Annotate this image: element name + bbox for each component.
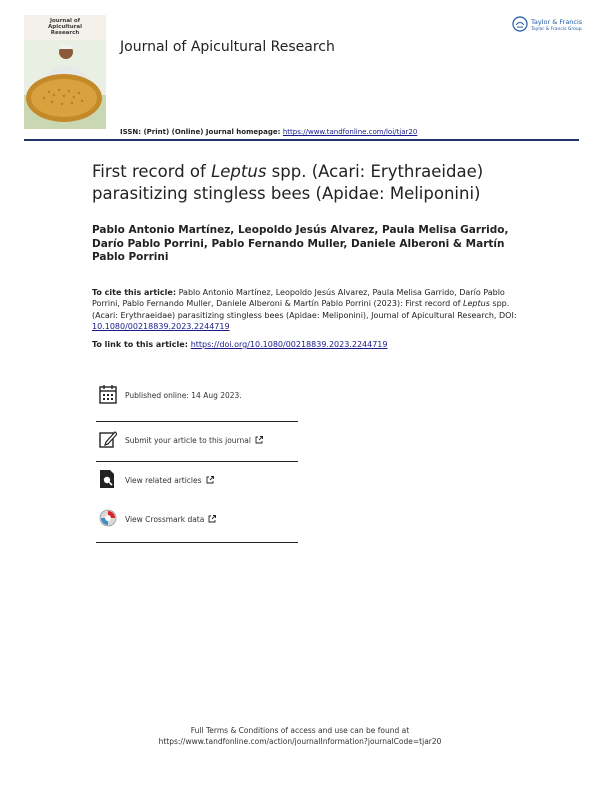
related-articles-link[interactable]: View related articles <box>125 476 202 485</box>
crossmark-icon <box>99 508 117 528</box>
related-articles-icon <box>99 469 117 489</box>
citation-block: To cite this article: Pablo Antonio Martínez, Leopoldo Jesús Alvarez, Paula Melisa Garrido, Darío Pablo Porrini, Pablo Fernando Muller, Daniele Alberoni & Martín Pablo Porrini (2023): First record of Leptus spp. (Acari: Erythraeidae) parasitizing stingless bees (Apidae: Meliponini), Journal of Apicultural Research, DOI: 10.1080/00218839.2023.2244719 <box>92 288 517 331</box>
related-articles-item[interactable] <box>96 461 298 501</box>
calendar-icon <box>99 384 117 404</box>
footer-terms-url[interactable]: https://www.tandfonline.com/action/journalInformation?journalCode=tjar20 <box>158 737 442 746</box>
doi-link[interactable]: 10.1080/00218839.2023.2244719 <box>92 321 230 331</box>
submit-article-link[interactable]: Submit your article to this journal <box>125 436 251 445</box>
external-link-icon <box>206 476 214 484</box>
published-online-item <box>96 376 298 416</box>
article-title: First record of Leptus spp. (Acari: Erythraeidae) parasitizing stingless bees (Apidae: Meliponini) <box>92 162 484 203</box>
journal-cover <box>24 15 106 129</box>
header-rule <box>24 139 579 141</box>
divider <box>96 542 298 543</box>
crossmark-item[interactable] <box>96 500 298 540</box>
issn-line <box>120 128 417 136</box>
external-link-icon <box>255 436 263 444</box>
publisher-name: Taylor & Francis <box>531 18 583 26</box>
link-label: To link to this article: <box>92 340 191 349</box>
submit-article-item[interactable] <box>96 421 298 461</box>
journal-homepage-link[interactable]: https://www.tandfonline.com/loi/tjar20 <box>282 128 418 136</box>
crossmark-link[interactable]: View Crossmark data <box>125 515 205 524</box>
cover-photo <box>24 40 106 129</box>
publisher-logo-icon <box>512 16 528 32</box>
article-link-line <box>92 340 388 349</box>
publisher-group: Taylor & Francis Group <box>531 27 582 32</box>
citation-label: To cite this article: <box>92 288 177 297</box>
journal-title[interactable]: Journal of Apicultural Research <box>120 39 335 55</box>
footer <box>0 725 600 747</box>
article-doi-url[interactable]: https://doi.org/10.1080/00218839.2023.2244719 <box>190 340 388 349</box>
publisher-logo[interactable] <box>512 16 588 38</box>
article-authors: Pablo Antonio Martínez, Leopoldo Jesús Alvarez, Paula Melisa Garrido, Darío Pablo Porrini, Pablo Fernando Muller, Daniele Alberoni & Martín Pablo Porrini <box>92 224 509 263</box>
published-online-label: Published online: 14 Aug 2023. <box>125 391 242 400</box>
footer-terms: Full Terms & Conditions of access and use can be found at <box>190 726 410 735</box>
issn-label: ISSN: (Print) (Online) Journal homepage: <box>120 128 283 136</box>
cover-title: Journal of Apicultural Research <box>48 18 82 36</box>
external-link-icon <box>208 515 216 523</box>
edit-icon <box>99 429 117 449</box>
